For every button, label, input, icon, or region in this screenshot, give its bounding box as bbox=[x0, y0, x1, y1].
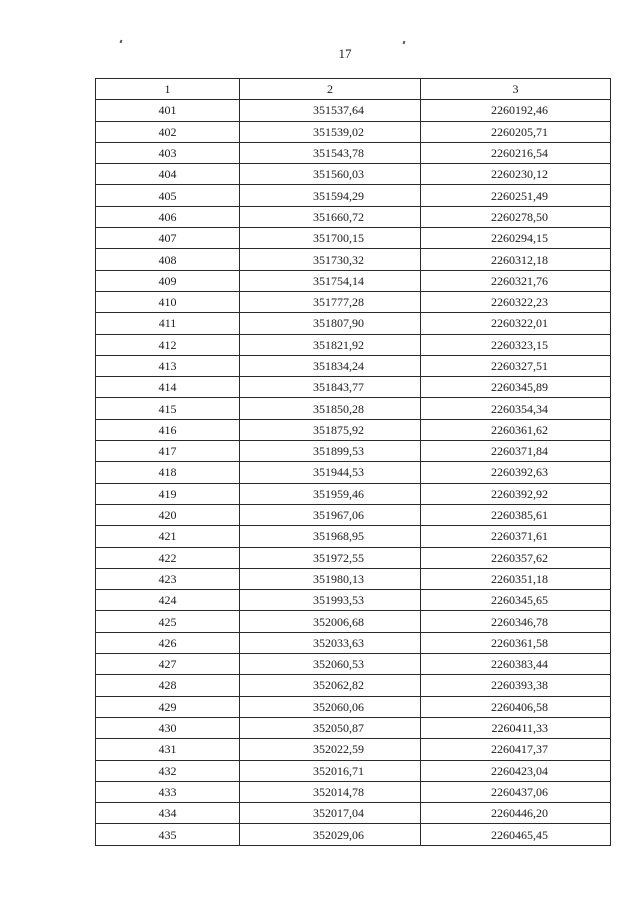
y-coordinate-cell: 2260321,76 bbox=[421, 270, 611, 291]
point-number-cell: 401 bbox=[96, 100, 240, 121]
x-coordinate-cell: 351980,13 bbox=[240, 568, 421, 589]
point-number-cell: 422 bbox=[96, 547, 240, 568]
y-coordinate-cell: 2260294,15 bbox=[421, 228, 611, 249]
coordinates-table bbox=[95, 78, 611, 846]
x-coordinate-cell: 351543,78 bbox=[240, 142, 421, 163]
table-row bbox=[96, 462, 611, 483]
point-number-cell: 413 bbox=[96, 355, 240, 376]
x-coordinate-cell: 351730,32 bbox=[240, 249, 421, 270]
table-row bbox=[96, 419, 611, 440]
x-coordinate-cell: 352050,87 bbox=[240, 717, 421, 738]
y-coordinate-cell: 2260354,34 bbox=[421, 398, 611, 419]
point-number-cell: 417 bbox=[96, 441, 240, 462]
table-header-row bbox=[96, 79, 611, 100]
table-row bbox=[96, 206, 611, 227]
y-coordinate-cell: 2260392,63 bbox=[421, 462, 611, 483]
x-coordinate-cell: 352022,59 bbox=[240, 739, 421, 760]
table-row bbox=[96, 441, 611, 462]
x-coordinate-cell: 351700,15 bbox=[240, 228, 421, 249]
point-number-cell: 414 bbox=[96, 377, 240, 398]
x-coordinate-cell: 351993,53 bbox=[240, 590, 421, 611]
x-coordinate-cell: 351660,72 bbox=[240, 206, 421, 227]
x-coordinate-cell: 352060,53 bbox=[240, 654, 421, 675]
x-coordinate-cell: 352029,06 bbox=[240, 824, 421, 845]
x-coordinate-cell: 351821,92 bbox=[240, 334, 421, 355]
table-row bbox=[96, 547, 611, 568]
x-coordinate-cell: 351899,53 bbox=[240, 441, 421, 462]
point-number-cell: 410 bbox=[96, 291, 240, 312]
point-number-cell: 433 bbox=[96, 781, 240, 802]
y-coordinate-cell: 2260385,61 bbox=[421, 504, 611, 525]
y-coordinate-cell: 2260383,44 bbox=[421, 654, 611, 675]
x-coordinate-cell: 352062,82 bbox=[240, 675, 421, 696]
table-row bbox=[96, 760, 611, 781]
x-coordinate-cell: 352033,63 bbox=[240, 632, 421, 653]
table-row bbox=[96, 504, 611, 525]
scan-speck bbox=[403, 41, 406, 45]
table-row bbox=[96, 675, 611, 696]
table-row bbox=[96, 696, 611, 717]
table-row bbox=[96, 313, 611, 334]
y-coordinate-cell: 2260423,04 bbox=[421, 760, 611, 781]
y-coordinate-cell: 2260322,23 bbox=[421, 291, 611, 312]
x-coordinate-cell: 351560,03 bbox=[240, 164, 421, 185]
table-row bbox=[96, 355, 611, 376]
table-row bbox=[96, 185, 611, 206]
table-row bbox=[96, 249, 611, 270]
y-coordinate-cell: 2260371,84 bbox=[421, 441, 611, 462]
table-row bbox=[96, 100, 611, 121]
table-row bbox=[96, 568, 611, 589]
x-coordinate-cell: 351834,24 bbox=[240, 355, 421, 376]
y-coordinate-cell: 2260411,33 bbox=[421, 717, 611, 738]
table-row bbox=[96, 824, 611, 845]
point-number-cell: 402 bbox=[96, 121, 240, 142]
y-coordinate-cell: 2260323,15 bbox=[421, 334, 611, 355]
x-coordinate-cell: 352014,78 bbox=[240, 781, 421, 802]
y-coordinate-cell: 2260327,51 bbox=[421, 355, 611, 376]
table-row bbox=[96, 291, 611, 312]
y-coordinate-cell: 2260417,37 bbox=[421, 739, 611, 760]
y-coordinate-cell: 2260357,62 bbox=[421, 547, 611, 568]
point-number-cell: 425 bbox=[96, 611, 240, 632]
y-coordinate-cell: 2260216,54 bbox=[421, 142, 611, 163]
y-coordinate-cell: 2260345,89 bbox=[421, 377, 611, 398]
point-number-cell: 434 bbox=[96, 803, 240, 824]
table-row bbox=[96, 611, 611, 632]
point-number-cell: 427 bbox=[96, 654, 240, 675]
table-row bbox=[96, 483, 611, 504]
x-coordinate-cell: 351968,95 bbox=[240, 526, 421, 547]
y-coordinate-cell: 2260437,06 bbox=[421, 781, 611, 802]
table-row bbox=[96, 717, 611, 738]
x-coordinate-cell: 352016,71 bbox=[240, 760, 421, 781]
y-coordinate-cell: 2260465,45 bbox=[421, 824, 611, 845]
y-coordinate-cell: 2260346,78 bbox=[421, 611, 611, 632]
column-header-1: 1 bbox=[96, 79, 240, 100]
point-number-cell: 404 bbox=[96, 164, 240, 185]
x-coordinate-cell: 351539,02 bbox=[240, 121, 421, 142]
y-coordinate-cell: 2260446,20 bbox=[421, 803, 611, 824]
y-coordinate-cell: 2260278,50 bbox=[421, 206, 611, 227]
y-coordinate-cell: 2260205,71 bbox=[421, 121, 611, 142]
point-number-cell: 420 bbox=[96, 504, 240, 525]
x-coordinate-cell: 352060,06 bbox=[240, 696, 421, 717]
x-coordinate-cell: 351967,06 bbox=[240, 504, 421, 525]
y-coordinate-cell: 2260406,58 bbox=[421, 696, 611, 717]
table-row bbox=[96, 334, 611, 355]
y-coordinate-cell: 2260312,18 bbox=[421, 249, 611, 270]
point-number-cell: 432 bbox=[96, 760, 240, 781]
column-header-2: 2 bbox=[240, 79, 421, 100]
y-coordinate-cell: 2260361,62 bbox=[421, 419, 611, 440]
table-row bbox=[96, 164, 611, 185]
y-coordinate-cell: 2260192,46 bbox=[421, 100, 611, 121]
table-row bbox=[96, 590, 611, 611]
point-number-cell: 435 bbox=[96, 824, 240, 845]
table-row bbox=[96, 398, 611, 419]
point-number-cell: 423 bbox=[96, 568, 240, 589]
x-coordinate-cell: 351777,28 bbox=[240, 291, 421, 312]
y-coordinate-cell: 2260392,92 bbox=[421, 483, 611, 504]
y-coordinate-cell: 2260322,01 bbox=[421, 313, 611, 334]
table-row bbox=[96, 739, 611, 760]
point-number-cell: 429 bbox=[96, 696, 240, 717]
table-row bbox=[96, 654, 611, 675]
point-number-cell: 418 bbox=[96, 462, 240, 483]
point-number-cell: 421 bbox=[96, 526, 240, 547]
table-row bbox=[96, 228, 611, 249]
y-coordinate-cell: 2260345,65 bbox=[421, 590, 611, 611]
y-coordinate-cell: 2260230,12 bbox=[421, 164, 611, 185]
table-row bbox=[96, 781, 611, 802]
x-coordinate-cell: 351843,77 bbox=[240, 377, 421, 398]
point-number-cell: 415 bbox=[96, 398, 240, 419]
point-number-cell: 403 bbox=[96, 142, 240, 163]
table-row bbox=[96, 377, 611, 398]
point-number-cell: 419 bbox=[96, 483, 240, 504]
table-row bbox=[96, 270, 611, 291]
x-coordinate-cell: 351754,14 bbox=[240, 270, 421, 291]
x-coordinate-cell: 351594,29 bbox=[240, 185, 421, 206]
point-number-cell: 428 bbox=[96, 675, 240, 696]
y-coordinate-cell: 2260361,58 bbox=[421, 632, 611, 653]
x-coordinate-cell: 351972,55 bbox=[240, 547, 421, 568]
x-coordinate-cell: 352017,04 bbox=[240, 803, 421, 824]
point-number-cell: 431 bbox=[96, 739, 240, 760]
x-coordinate-cell: 351875,92 bbox=[240, 419, 421, 440]
y-coordinate-cell: 2260393,38 bbox=[421, 675, 611, 696]
point-number-cell: 426 bbox=[96, 632, 240, 653]
table-row bbox=[96, 142, 611, 163]
point-number-cell: 430 bbox=[96, 717, 240, 738]
point-number-cell: 411 bbox=[96, 313, 240, 334]
point-number-cell: 405 bbox=[96, 185, 240, 206]
point-number-cell: 406 bbox=[96, 206, 240, 227]
point-number-cell: 408 bbox=[96, 249, 240, 270]
x-coordinate-cell: 351807,90 bbox=[240, 313, 421, 334]
table-row bbox=[96, 632, 611, 653]
table-row bbox=[96, 526, 611, 547]
x-coordinate-cell: 351537,64 bbox=[240, 100, 421, 121]
table-row bbox=[96, 803, 611, 824]
table-body bbox=[96, 100, 611, 845]
x-coordinate-cell: 351959,46 bbox=[240, 483, 421, 504]
y-coordinate-cell: 2260371,61 bbox=[421, 526, 611, 547]
table-row bbox=[96, 121, 611, 142]
y-coordinate-cell: 2260251,49 bbox=[421, 185, 611, 206]
x-coordinate-cell: 352006,68 bbox=[240, 611, 421, 632]
point-number-cell: 424 bbox=[96, 590, 240, 611]
y-coordinate-cell: 2260351,18 bbox=[421, 568, 611, 589]
point-number-cell: 409 bbox=[96, 270, 240, 291]
page-number: 17 bbox=[338, 46, 352, 61]
x-coordinate-cell: 351944,53 bbox=[240, 462, 421, 483]
x-coordinate-cell: 351850,28 bbox=[240, 398, 421, 419]
point-number-cell: 407 bbox=[96, 228, 240, 249]
column-header-3: 3 bbox=[421, 79, 611, 100]
point-number-cell: 416 bbox=[96, 419, 240, 440]
scan-speck bbox=[120, 40, 123, 44]
point-number-cell: 412 bbox=[96, 334, 240, 355]
